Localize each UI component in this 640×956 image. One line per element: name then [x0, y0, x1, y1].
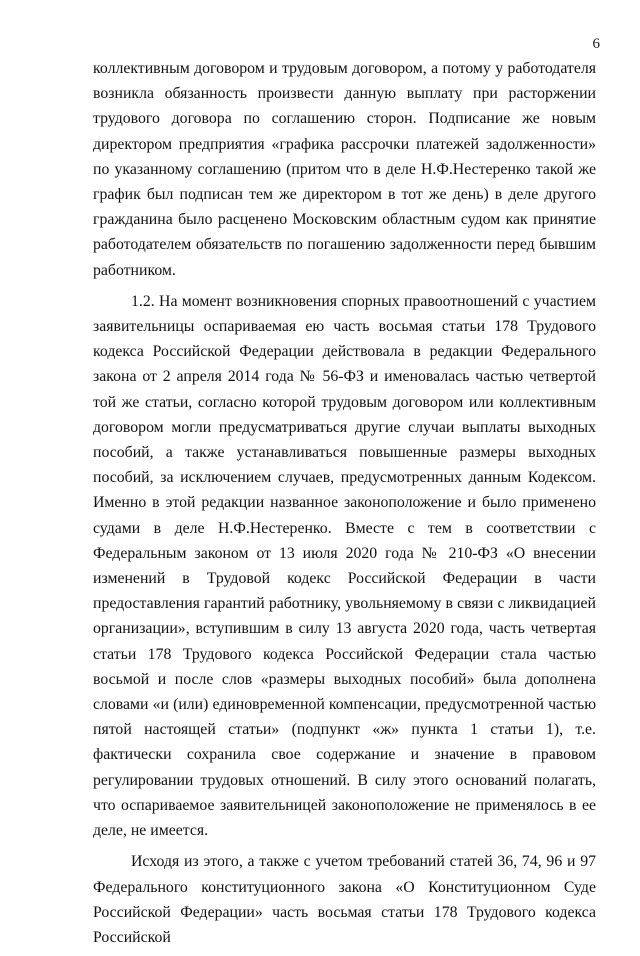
paragraph-conclusion: Исходя из этого, а также с учетом требований статей 36, 74, 96 и 97 Федерального конституционного закона «О Конституционном Суде Российской Федерации» часть восьмая статьи 178 Трудового кодекса Российской	[93, 853, 596, 946]
paragraph-section-1-2: 1.2. На момент возникновения спорных правоотношений с участием заявительницы оспариваемая ею часть восьмая статьи 178 Трудового кодекса Российской Федерации действовала в редакции Федерального закона от 2 апреля 2014 года № 56-ФЗ и именовалась частью четвертой той же статьи, согласно которой трудовым договором или коллективным договором могли предусматриваться другие случаи выплаты выходных пособий, а также устанавливаться повышенные размеры выходных пособий, за исключением случаев, предусмотренных данным Кодексом. Именно в этой редакции названное законоположение и было применено судами в деле Н.Ф.Нестеренко. Вместе с тем в соответствии с Федеральным законом от 13 июля 2020 года № 210-ФЗ «О внесении изменений в Трудовой кодекс Российской Федерации в части предоставления гарантий работнику, увольняемому в связи с ликвидацией организации», вступившим в силу 13 августа 2020 года, часть четвертая статьи 178 Трудового кодекса Российской Федерации стала частью восьмой и после слов «размеры выходных пособий» была дополнена словами «и (или) единовременной компенсации, предусмотренной частью пятой настоящей статьи» (подпункт «ж» пункта 1 статьи 1), т.е. фактически сохранила свое содержание и значение в правовом регулировании трудовых отношений. В силу этого оснований полагать, что оспариваемое заявительницей законоположение не применялось в ее деле, не имеется.	[93, 292, 596, 840]
document-body	[93, 56, 596, 956]
page-number: 6	[592, 36, 600, 52]
paragraph-continuation: коллективным договором и трудовым договором, а потому у работодателя возникла обязанность произвести данную выплату при расторжении трудового договора по соглашению сторон. Подписание же новым директором предприятия «графика рассрочки платежей задолженности» по указанному соглашению (притом что в деле Н.Ф.Нестеренко такой же график был подписан тем же директором в тот же день) в деле другого гражданина было расценено Московским областным судом как принятие работодателем обязательств по погашению задолженности перед бывшим работником.	[93, 60, 596, 279]
